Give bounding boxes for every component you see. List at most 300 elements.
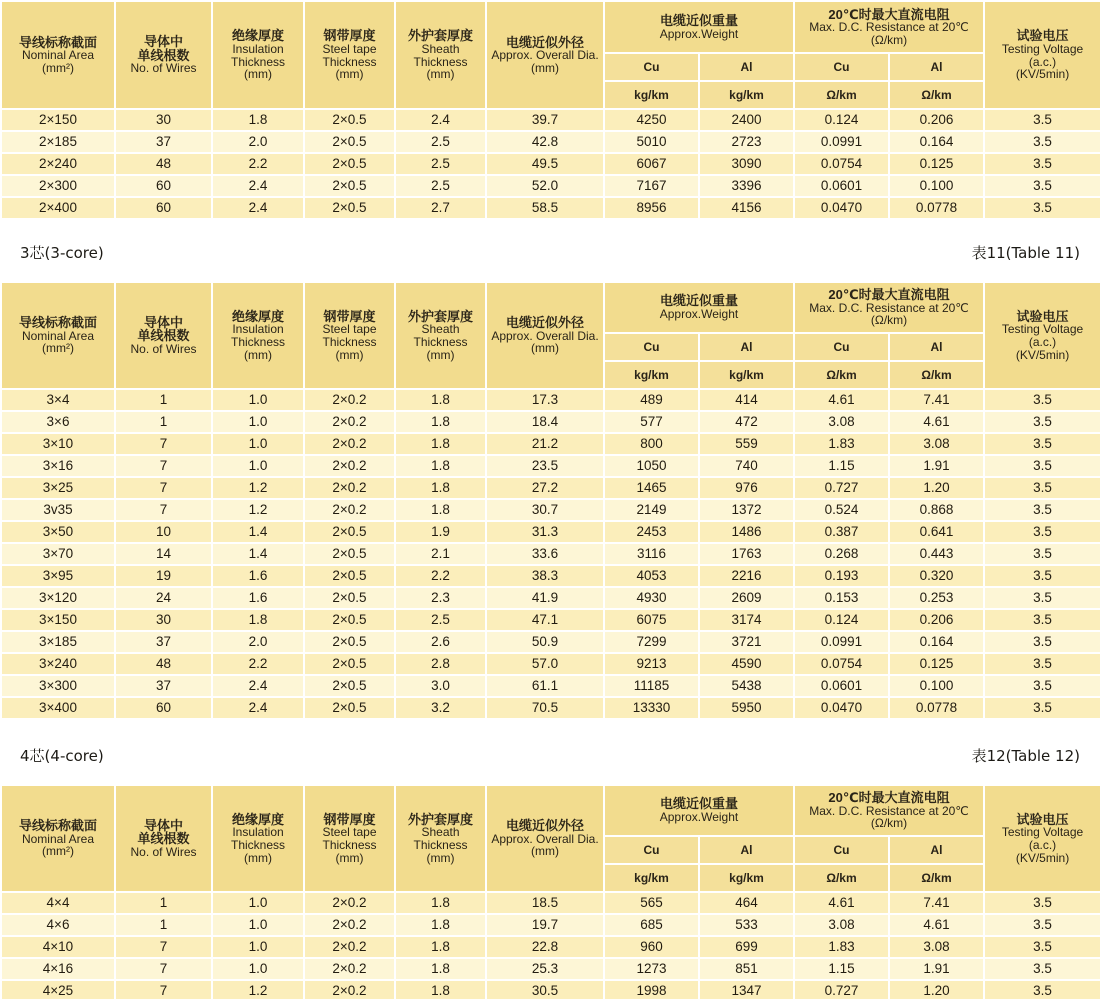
cell-insulation: 1.8	[213, 610, 303, 630]
header-steel-tape-thickness: 钢带厚度 Steel tape Thickness (mm)	[305, 786, 394, 891]
cell-insulation: 1.0	[213, 390, 303, 410]
cell-weight-cu: 13330	[605, 698, 698, 718]
cell-no-of-wires: 1	[116, 412, 211, 432]
table-row	[2, 893, 1100, 913]
cell-overall-dia: 70.5	[487, 698, 603, 718]
cell-insulation: 1.0	[213, 456, 303, 476]
cell-resistance-cu: 0.387	[795, 522, 888, 542]
cell-resistance-al: 7.41	[890, 893, 983, 913]
cell-weight-al: 533	[700, 915, 793, 935]
cell-insulation: 1.2	[213, 500, 303, 520]
cell-testing-voltage: 3.5	[985, 522, 1100, 542]
header-max-resistance: 20℃时最大直流电阻 Max. D.C. Resistance at 20℃ (Ω/km)	[795, 786, 983, 835]
cell-resistance-al: 4.61	[890, 412, 983, 432]
cell-weight-al: 2609	[700, 588, 793, 608]
header-no-of-wires: 导体中 单线根数 No. of Wires	[116, 786, 211, 891]
cell-steel-tape: 2×0.2	[305, 456, 394, 476]
cell-resistance-cu: 0.727	[795, 478, 888, 498]
header-nominal-area: 导线标称截面 Nominal Area (mm²)	[2, 786, 114, 891]
cell-steel-tape: 2×0.2	[305, 434, 394, 454]
cell-no-of-wires: 30	[116, 110, 211, 130]
cell-weight-al: 4590	[700, 654, 793, 674]
cell-nominal-area: 3×4	[2, 390, 114, 410]
cell-nominal-area: 3×25	[2, 478, 114, 498]
cell-steel-tape: 2×0.5	[305, 154, 394, 174]
header-nominal-area: 导线标称截面 Nominal Area (mm²)	[2, 283, 114, 388]
cell-nominal-area: 3×95	[2, 566, 114, 586]
cell-sheath: 1.8	[396, 390, 485, 410]
cell-resistance-al: 3.08	[890, 434, 983, 454]
table-row	[2, 434, 1100, 454]
cell-no-of-wires: 48	[116, 654, 211, 674]
cell-testing-voltage: 3.5	[985, 937, 1100, 957]
table-row	[2, 654, 1100, 674]
cell-weight-cu: 800	[605, 434, 698, 454]
cell-no-of-wires: 1	[116, 915, 211, 935]
cell-nominal-area: 3×150	[2, 610, 114, 630]
cell-weight-cu: 1465	[605, 478, 698, 498]
cell-resistance-cu: 4.61	[795, 390, 888, 410]
cell-resistance-al: 0.443	[890, 544, 983, 564]
cell-nominal-area: 3×16	[2, 456, 114, 476]
cell-no-of-wires: 7	[116, 434, 211, 454]
cell-testing-voltage: 3.5	[985, 500, 1100, 520]
subheader-resistance-al: Al	[890, 837, 983, 863]
cell-weight-cu: 11185	[605, 676, 698, 696]
cell-resistance-al: 0.0778	[890, 698, 983, 718]
cell-insulation: 2.0	[213, 632, 303, 652]
cell-weight-al: 740	[700, 456, 793, 476]
header-sheath-thickness: 外护套厚度 Sheath Thickness (mm)	[396, 786, 485, 891]
header-approx-weight: 电缆近似重量 Approx.Weight	[605, 786, 793, 835]
cell-weight-cu: 1998	[605, 981, 698, 999]
cell-resistance-cu: 0.0470	[795, 198, 888, 218]
subheader-resistance-cu: Cu	[795, 837, 888, 863]
header-steel-tape-thickness: 钢带厚度 Steel tape Thickness (mm)	[305, 2, 394, 108]
cell-steel-tape: 2×0.5	[305, 132, 394, 152]
cell-nominal-area: 2×185	[2, 132, 114, 152]
cell-overall-dia: 58.5	[487, 198, 603, 218]
cell-weight-al: 3090	[700, 154, 793, 174]
table-row	[2, 959, 1100, 979]
cell-steel-tape: 2×0.2	[305, 937, 394, 957]
cell-no-of-wires: 7	[116, 959, 211, 979]
cell-weight-al: 976	[700, 478, 793, 498]
cell-insulation: 1.4	[213, 544, 303, 564]
cell-steel-tape: 2×0.2	[305, 893, 394, 913]
cell-resistance-al: 1.91	[890, 959, 983, 979]
header-overall-dia: 电缆近似外径 Approx. Overall Dia. (mm)	[487, 2, 603, 108]
cell-insulation: 1.0	[213, 412, 303, 432]
cell-testing-voltage: 3.5	[985, 154, 1100, 174]
cell-steel-tape: 2×0.2	[305, 412, 394, 432]
cell-weight-cu: 8956	[605, 198, 698, 218]
cell-steel-tape: 2×0.5	[305, 544, 394, 564]
cell-nominal-area: 2×150	[2, 110, 114, 130]
cell-overall-dia: 57.0	[487, 654, 603, 674]
cell-insulation: 2.0	[213, 132, 303, 152]
unit-resistance-al: Ω/km	[890, 362, 983, 388]
cell-steel-tape: 2×0.2	[305, 981, 394, 999]
cell-weight-al: 3174	[700, 610, 793, 630]
cell-steel-tape: 2×0.5	[305, 110, 394, 130]
cell-steel-tape: 2×0.5	[305, 176, 394, 196]
cell-nominal-area: 4×10	[2, 937, 114, 957]
cell-steel-tape: 2×0.5	[305, 654, 394, 674]
subheader-resistance-cu: Cu	[795, 54, 888, 80]
cell-nominal-area: 3×50	[2, 522, 114, 542]
cell-insulation: 2.2	[213, 654, 303, 674]
cell-overall-dia: 33.6	[487, 544, 603, 564]
cell-overall-dia: 41.9	[487, 588, 603, 608]
cell-resistance-cu: 1.83	[795, 937, 888, 957]
cell-testing-voltage: 3.5	[985, 915, 1100, 935]
cell-overall-dia: 27.2	[487, 478, 603, 498]
cell-no-of-wires: 19	[116, 566, 211, 586]
cell-steel-tape: 2×0.2	[305, 915, 394, 935]
unit-resistance-al: Ω/km	[890, 82, 983, 108]
cell-testing-voltage: 3.5	[985, 176, 1100, 196]
cell-sheath: 1.8	[396, 478, 485, 498]
cell-resistance-cu: 1.15	[795, 456, 888, 476]
cell-weight-cu: 4250	[605, 110, 698, 130]
subheader-weight-cu: Cu	[605, 54, 698, 80]
subheader-resistance-cu: Cu	[795, 334, 888, 360]
cell-steel-tape: 2×0.5	[305, 522, 394, 542]
table-row	[2, 698, 1100, 718]
cell-resistance-al: 1.20	[890, 981, 983, 999]
cell-weight-al: 1347	[700, 981, 793, 999]
cell-sheath: 2.3	[396, 588, 485, 608]
cell-overall-dia: 49.5	[487, 154, 603, 174]
table-row	[2, 176, 1100, 196]
header-testing-voltage: 试验电压 Testing Voltage (a.c.) (KV/5min)	[985, 2, 1100, 108]
cell-nominal-area: 3×185	[2, 632, 114, 652]
cell-overall-dia: 22.8	[487, 937, 603, 957]
cell-resistance-al: 0.100	[890, 676, 983, 696]
header-max-resistance: 20℃时最大直流电阻 Max. D.C. Resistance at 20℃ (Ω/km)	[795, 2, 983, 52]
cell-sheath: 3.0	[396, 676, 485, 696]
header-approx-weight: 电缆近似重量 Approx.Weight	[605, 2, 793, 52]
cell-resistance-al: 3.08	[890, 937, 983, 957]
unit-resistance-cu: Ω/km	[795, 362, 888, 388]
cell-testing-voltage: 3.5	[985, 981, 1100, 999]
cell-sheath: 2.5	[396, 154, 485, 174]
cell-resistance-al: 4.61	[890, 915, 983, 935]
cell-overall-dia: 30.5	[487, 981, 603, 999]
unit-weight-al: kg/km	[700, 865, 793, 891]
cell-weight-cu: 5010	[605, 132, 698, 152]
cell-steel-tape: 2×0.2	[305, 390, 394, 410]
subheader-weight-al: Al	[700, 837, 793, 863]
cell-testing-voltage: 3.5	[985, 198, 1100, 218]
cell-insulation: 1.6	[213, 566, 303, 586]
cell-overall-dia: 21.2	[487, 434, 603, 454]
cell-overall-dia: 52.0	[487, 176, 603, 196]
cell-resistance-al: 0.125	[890, 154, 983, 174]
cell-weight-cu: 1050	[605, 456, 698, 476]
cell-no-of-wires: 60	[116, 698, 211, 718]
cell-sheath: 2.4	[396, 110, 485, 130]
table-2-core	[0, 0, 1100, 220]
cell-insulation: 1.0	[213, 893, 303, 913]
cell-testing-voltage: 3.5	[985, 654, 1100, 674]
cell-sheath: 1.8	[396, 412, 485, 432]
cell-weight-al: 464	[700, 893, 793, 913]
cell-nominal-area: 4×25	[2, 981, 114, 999]
cell-sheath: 1.9	[396, 522, 485, 542]
cell-sheath: 2.6	[396, 632, 485, 652]
cell-insulation: 1.6	[213, 588, 303, 608]
cell-insulation: 2.4	[213, 698, 303, 718]
table-row	[2, 500, 1100, 520]
cell-no-of-wires: 37	[116, 632, 211, 652]
cell-resistance-cu: 0.0991	[795, 632, 888, 652]
cell-resistance-cu: 0.0601	[795, 176, 888, 196]
cell-weight-cu: 577	[605, 412, 698, 432]
cell-resistance-cu: 4.61	[795, 893, 888, 913]
unit-resistance-cu: Ω/km	[795, 82, 888, 108]
unit-weight-cu: kg/km	[605, 82, 698, 108]
cell-testing-voltage: 3.5	[985, 544, 1100, 564]
unit-weight-al: kg/km	[700, 362, 793, 388]
cell-sheath: 3.2	[396, 698, 485, 718]
cell-resistance-cu: 1.83	[795, 434, 888, 454]
table-row	[2, 937, 1100, 957]
cell-steel-tape: 2×0.2	[305, 500, 394, 520]
cell-nominal-area: 3×300	[2, 676, 114, 696]
cell-no-of-wires: 7	[116, 981, 211, 999]
cell-weight-cu: 3116	[605, 544, 698, 564]
table-row	[2, 676, 1100, 696]
header-no-of-wires: 导体中 单线根数 No. of Wires	[116, 2, 211, 108]
cell-nominal-area: 4×4	[2, 893, 114, 913]
cell-nominal-area: 2×240	[2, 154, 114, 174]
cell-no-of-wires: 1	[116, 390, 211, 410]
cell-sheath: 1.8	[396, 915, 485, 935]
cell-testing-voltage: 3.5	[985, 412, 1100, 432]
table-3-core	[0, 281, 1100, 720]
cell-no-of-wires: 7	[116, 937, 211, 957]
cell-weight-al: 414	[700, 390, 793, 410]
cell-weight-al: 1372	[700, 500, 793, 520]
cell-no-of-wires: 10	[116, 522, 211, 542]
cell-insulation: 2.4	[213, 198, 303, 218]
cell-insulation: 1.0	[213, 959, 303, 979]
header-max-resistance: 20℃时最大直流电阻 Max. D.C. Resistance at 20℃ (Ω/km)	[795, 283, 983, 332]
cell-resistance-al: 0.164	[890, 632, 983, 652]
header-sheath-thickness: 外护套厚度 Sheath Thickness (mm)	[396, 2, 485, 108]
cell-steel-tape: 2×0.2	[305, 478, 394, 498]
table-row	[2, 632, 1100, 652]
cell-testing-voltage: 3.5	[985, 110, 1100, 130]
cell-resistance-al: 0.320	[890, 566, 983, 586]
cell-resistance-al: 0.0778	[890, 198, 983, 218]
caption-table-12: 表12(Table 12)	[971, 747, 1080, 765]
cell-testing-voltage: 3.5	[985, 478, 1100, 498]
cell-nominal-area: 3×400	[2, 698, 114, 718]
cell-weight-cu: 6075	[605, 610, 698, 630]
cell-nominal-area: 2×400	[2, 198, 114, 218]
cell-resistance-al: 0.164	[890, 132, 983, 152]
cell-weight-cu: 6067	[605, 154, 698, 174]
cell-insulation: 2.4	[213, 676, 303, 696]
unit-resistance-cu: Ω/km	[795, 865, 888, 891]
cell-sheath: 2.2	[396, 566, 485, 586]
cell-resistance-al: 0.253	[890, 588, 983, 608]
cell-nominal-area: 4×6	[2, 915, 114, 935]
subheader-weight-al: Al	[700, 334, 793, 360]
cell-steel-tape: 2×0.5	[305, 610, 394, 630]
cell-no-of-wires: 7	[116, 500, 211, 520]
cell-no-of-wires: 60	[116, 176, 211, 196]
unit-weight-al: kg/km	[700, 82, 793, 108]
cell-overall-dia: 31.3	[487, 522, 603, 542]
cell-sheath: 2.8	[396, 654, 485, 674]
cell-weight-al: 3396	[700, 176, 793, 196]
cell-nominal-area: 3×10	[2, 434, 114, 454]
cell-resistance-cu: 0.0601	[795, 676, 888, 696]
cell-weight-al: 2723	[700, 132, 793, 152]
cell-resistance-cu: 0.0754	[795, 154, 888, 174]
caption-4-core: 4芯(4-core)	[20, 747, 104, 765]
cell-weight-cu: 1273	[605, 959, 698, 979]
cell-insulation: 1.2	[213, 478, 303, 498]
cell-testing-voltage: 3.5	[985, 698, 1100, 718]
cell-overall-dia: 17.3	[487, 390, 603, 410]
cell-weight-cu: 2453	[605, 522, 698, 542]
cell-sheath: 1.8	[396, 434, 485, 454]
cell-overall-dia: 38.3	[487, 566, 603, 586]
table-row	[2, 610, 1100, 630]
table-row	[2, 154, 1100, 174]
cell-weight-cu: 7299	[605, 632, 698, 652]
cell-overall-dia: 39.7	[487, 110, 603, 130]
subheader-resistance-al: Al	[890, 54, 983, 80]
cell-steel-tape: 2×0.5	[305, 198, 394, 218]
cell-weight-cu: 9213	[605, 654, 698, 674]
cell-resistance-al: 1.20	[890, 478, 983, 498]
table-4-core	[0, 784, 1100, 999]
cell-insulation: 1.4	[213, 522, 303, 542]
header-insulation-thickness: 绝缘厚度 Insulation Thickness (mm)	[213, 2, 303, 108]
cell-resistance-cu: 3.08	[795, 412, 888, 432]
cell-testing-voltage: 3.5	[985, 632, 1100, 652]
caption-table-11: 表11(Table 11)	[971, 244, 1080, 262]
subheader-weight-cu: Cu	[605, 837, 698, 863]
cell-sheath: 1.8	[396, 937, 485, 957]
cell-no-of-wires: 7	[116, 456, 211, 476]
cell-resistance-al: 0.641	[890, 522, 983, 542]
table-row	[2, 566, 1100, 586]
cell-resistance-cu: 0.0470	[795, 698, 888, 718]
cell-sheath: 1.8	[396, 959, 485, 979]
cell-overall-dia: 18.5	[487, 893, 603, 913]
cell-weight-al: 5950	[700, 698, 793, 718]
cell-weight-cu: 7167	[605, 176, 698, 196]
table-row	[2, 412, 1100, 432]
cell-steel-tape: 2×0.2	[305, 959, 394, 979]
cell-resistance-al: 7.41	[890, 390, 983, 410]
cell-sheath: 1.8	[396, 981, 485, 999]
cell-weight-cu: 960	[605, 937, 698, 957]
cell-weight-cu: 565	[605, 893, 698, 913]
subheader-resistance-al: Al	[890, 334, 983, 360]
cell-weight-cu: 4930	[605, 588, 698, 608]
cell-overall-dia: 50.9	[487, 632, 603, 652]
cell-sheath: 2.5	[396, 176, 485, 196]
cell-resistance-cu: 0.124	[795, 110, 888, 130]
header-sheath-thickness: 外护套厚度 Sheath Thickness (mm)	[396, 283, 485, 388]
cell-resistance-cu: 0.0991	[795, 132, 888, 152]
cell-resistance-cu: 0.524	[795, 500, 888, 520]
cell-overall-dia: 19.7	[487, 915, 603, 935]
table-row	[2, 981, 1100, 999]
cell-weight-al: 1763	[700, 544, 793, 564]
cell-resistance-al: 0.868	[890, 500, 983, 520]
subheader-weight-al: Al	[700, 54, 793, 80]
header-overall-dia: 电缆近似外径 Approx. Overall Dia. (mm)	[487, 786, 603, 891]
cell-testing-voltage: 3.5	[985, 390, 1100, 410]
cell-resistance-cu: 0.268	[795, 544, 888, 564]
header-insulation-thickness: 绝缘厚度 Insulation Thickness (mm)	[213, 283, 303, 388]
cell-testing-voltage: 3.5	[985, 566, 1100, 586]
cell-weight-al: 5438	[700, 676, 793, 696]
cell-resistance-cu: 0.0754	[795, 654, 888, 674]
cell-resistance-cu: 3.08	[795, 915, 888, 935]
header-testing-voltage: 试验电压 Testing Voltage (a.c.) (KV/5min)	[985, 786, 1100, 891]
cell-testing-voltage: 3.5	[985, 676, 1100, 696]
cell-weight-al: 3721	[700, 632, 793, 652]
cell-weight-al: 4156	[700, 198, 793, 218]
cell-insulation: 2.4	[213, 176, 303, 196]
cell-sheath: 1.8	[396, 500, 485, 520]
cell-overall-dia: 18.4	[487, 412, 603, 432]
header-nominal-area: 导线标称截面 Nominal Area (mm²)	[2, 2, 114, 108]
cell-nominal-area: 3v35	[2, 500, 114, 520]
cell-insulation: 1.0	[213, 434, 303, 454]
cell-testing-voltage: 3.5	[985, 132, 1100, 152]
cell-weight-cu: 4053	[605, 566, 698, 586]
cell-insulation: 1.0	[213, 915, 303, 935]
cell-testing-voltage: 3.5	[985, 588, 1100, 608]
cell-overall-dia: 47.1	[487, 610, 603, 630]
table-row	[2, 110, 1100, 130]
cell-weight-cu: 489	[605, 390, 698, 410]
unit-weight-cu: kg/km	[605, 362, 698, 388]
cell-sheath: 1.8	[396, 893, 485, 913]
cell-nominal-area: 3×6	[2, 412, 114, 432]
caption-3-core: 3芯(3-core)	[20, 244, 104, 262]
cell-testing-voltage: 3.5	[985, 959, 1100, 979]
cell-weight-al: 1486	[700, 522, 793, 542]
cell-steel-tape: 2×0.5	[305, 676, 394, 696]
cell-insulation: 1.0	[213, 937, 303, 957]
unit-resistance-al: Ω/km	[890, 865, 983, 891]
cell-insulation: 1.2	[213, 981, 303, 999]
cell-nominal-area: 2×300	[2, 176, 114, 196]
header-no-of-wires: 导体中 单线根数 No. of Wires	[116, 283, 211, 388]
cell-sheath: 2.5	[396, 610, 485, 630]
cell-no-of-wires: 1	[116, 893, 211, 913]
cell-weight-al: 559	[700, 434, 793, 454]
cell-weight-al: 851	[700, 959, 793, 979]
cell-no-of-wires: 7	[116, 478, 211, 498]
cell-no-of-wires: 24	[116, 588, 211, 608]
cell-resistance-al: 0.206	[890, 110, 983, 130]
table-row	[2, 132, 1100, 152]
table-row	[2, 198, 1100, 218]
